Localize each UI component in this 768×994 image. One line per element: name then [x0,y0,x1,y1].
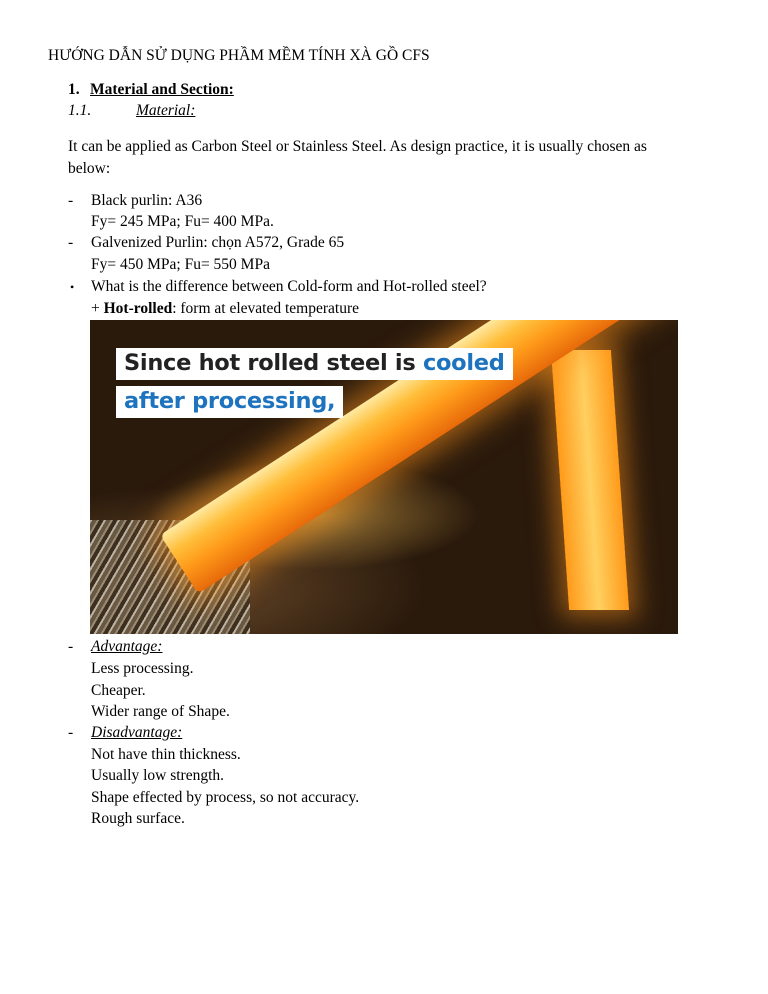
subsection-heading [68,102,195,120]
photo-caption-line1: Since hot rolled steel is cooled [116,348,513,380]
subsection-number: 1.1. [68,102,92,119]
hot-rolled-definition [91,300,359,318]
question-text: What is the difference between Cold-form and Hot-rolled steel? [91,278,487,295]
list-item-galvanized-purlin: Galvenized Purlin: chọn A572, Grade 65 [91,234,345,251]
advantage-item: Less processing. [91,660,194,677]
advantage-item: Wider range of Shape. [91,703,230,720]
section-label: Material and Section: [90,81,234,98]
document-title: HƯỚNG DẪN SỬ DỤNG PHẦM MỀM TÍNH XÀ GỒ CFS [48,47,430,64]
list-item-galvanized-purlin-props: Fy= 450 MPa; Fu= 550 MPa [91,256,270,273]
definition-text: : form at elevated temperature [172,300,359,317]
list-item-black-purlin-props: Fy= 245 MPa; Fu= 400 MPa. [91,213,274,230]
section-number: 1. [68,81,80,98]
advantage-label: Advantage: [91,638,163,655]
hot-rolled-steel-photo [90,320,678,634]
bullet-marker: • [70,280,75,294]
list-item-black-purlin: Black purlin: A36 [91,192,203,209]
list-marker: - [68,638,74,655]
disadvantage-item: Usually low strength. [91,767,225,784]
disadvantage-item: Shape effected by process, so not accuracy. [91,789,360,806]
advantage-item: Cheaper. [91,682,146,699]
list-marker: - [68,724,74,741]
intro-paragraph: It can be applied as Carbon Steel or Stainless Steel. As design practice, it is usually chosen as below: [68,138,647,177]
disadvantage-item: Not have thin thickness. [91,746,241,763]
definition-prefix: + [91,300,104,317]
photo-caption-line2: after processing, [116,386,343,418]
list-marker: - [68,192,74,209]
list-marker: - [68,234,74,251]
subsection-label: Material: [136,102,196,119]
disadvantage-item: Rough surface. [91,810,185,827]
disadvantage-label: Disadvantage: [91,724,183,741]
hot-rolled-term: Hot-rolled [103,300,173,317]
section-heading [68,81,234,99]
glowing-steel-vertical [551,350,629,610]
